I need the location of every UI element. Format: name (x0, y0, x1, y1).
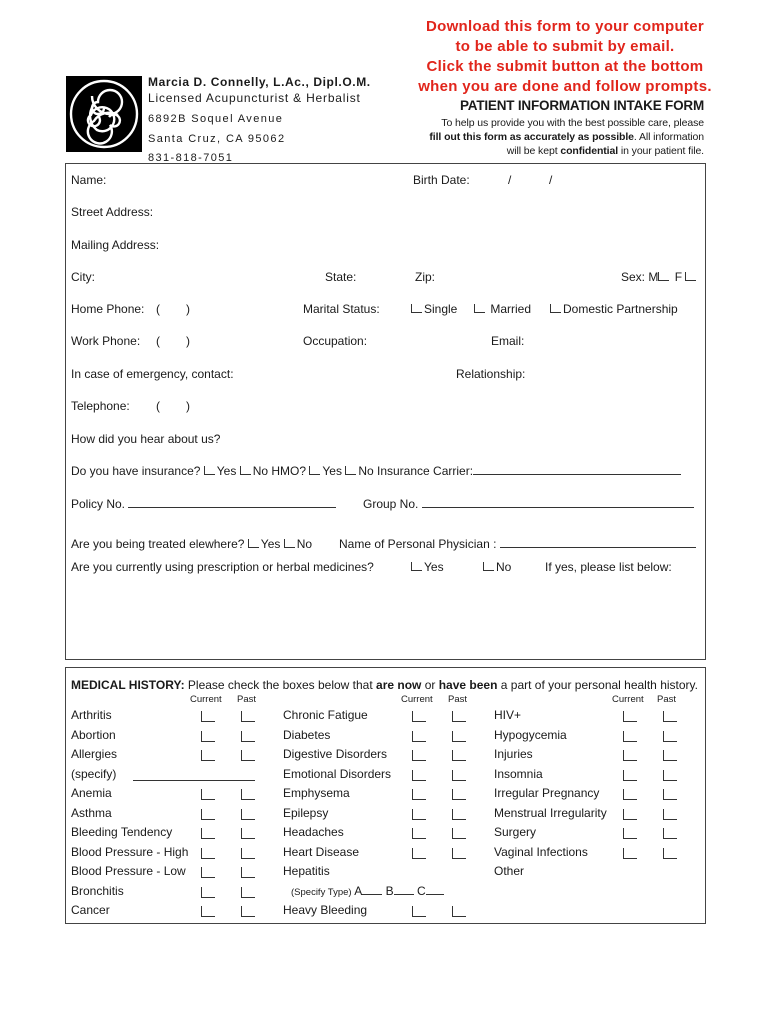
hepatitis-a-label: A (354, 884, 363, 898)
condition-label: Menstrual Irregularity (494, 805, 607, 820)
medicines-no[interactable] (483, 560, 511, 574)
current-checkbox[interactable] (412, 828, 426, 839)
past-checkbox[interactable] (241, 750, 255, 761)
past-checkbox[interactable] (241, 906, 255, 917)
current-checkbox[interactable] (201, 789, 215, 800)
current-checkbox[interactable] (201, 750, 215, 761)
telephone-label: Telephone: (71, 399, 130, 413)
policy-label (71, 497, 336, 511)
practitioner-title: Licensed Acupuncturist & Herbalist (148, 91, 361, 105)
insurance-no-checkbox[interactable] (240, 466, 251, 475)
hmo-yes-checkbox[interactable] (309, 466, 320, 475)
condition-label: Cancer (71, 903, 110, 917)
condition-label: Other (494, 864, 525, 878)
city-address: Santa Cruz, CA 95062 (148, 133, 286, 145)
sex-f-label: F (674, 270, 683, 284)
yes-label: Yes (260, 537, 281, 551)
past-checkbox[interactable] (452, 731, 466, 742)
sex-m-checkbox[interactable] (658, 272, 669, 281)
current-checkbox[interactable] (623, 848, 637, 859)
relationship-label: Relationship: (456, 367, 526, 381)
area-code-open: ( (156, 399, 160, 413)
no-label: No (296, 537, 313, 551)
condition-label: Allergies (71, 747, 118, 761)
medicines-no-checkbox[interactable] (483, 562, 494, 571)
condition-label: HIV+ (494, 708, 522, 722)
condition-label: Arthritis (71, 708, 112, 722)
condition-label: Headaches (283, 825, 344, 839)
group-label (363, 497, 694, 511)
home-phone-label: Home Phone: (71, 302, 145, 316)
condition-label: Irregular Pregnancy (494, 786, 600, 800)
past-checkbox[interactable] (663, 809, 677, 820)
physician-text: Name of Personal Physician : (339, 537, 497, 551)
physician-field[interactable] (500, 537, 696, 548)
past-checkbox[interactable] (241, 809, 255, 820)
condition-label: Diabetes (283, 727, 331, 742)
treated-question: Are you being treated elewhere? (71, 537, 245, 551)
condition-label: Digestive Disorders (283, 747, 388, 761)
carrier-field[interactable] (473, 464, 681, 475)
past-checkbox[interactable] (663, 789, 677, 800)
past-checkbox[interactable] (663, 750, 677, 761)
current-checkbox[interactable] (201, 848, 215, 859)
condition-label: Emphysema (283, 786, 350, 800)
medicines-list-label: If yes, please list below: (545, 560, 672, 574)
past-header: Past (657, 694, 677, 705)
past-checkbox[interactable] (241, 867, 255, 878)
insurance-yes-checkbox[interactable] (204, 466, 215, 475)
past-checkbox[interactable] (452, 906, 466, 917)
past-checkbox[interactable] (663, 828, 677, 839)
past-checkbox[interactable] (452, 770, 466, 781)
past-checkbox[interactable] (452, 828, 466, 839)
current-checkbox[interactable] (623, 750, 637, 761)
current-checkbox[interactable] (201, 867, 215, 878)
past-checkbox[interactable] (663, 770, 677, 781)
area-code-close: ) (186, 302, 190, 316)
current-checkbox[interactable] (412, 789, 426, 800)
hepatitis-b-field[interactable] (394, 884, 414, 895)
past-checkbox[interactable] (663, 711, 677, 722)
current-header: Current (401, 694, 433, 705)
past-checkbox[interactable] (241, 731, 255, 742)
sex-label: Sex: (621, 270, 646, 284)
medicines-yes[interactable] (411, 560, 444, 574)
treated-yes-checkbox[interactable] (248, 539, 259, 548)
condition-label: Blood Pressure - High (71, 844, 189, 859)
medicines-yes-checkbox[interactable] (411, 562, 422, 571)
condition-label: Emotional Disorders (283, 766, 392, 781)
married-checkbox[interactable] (474, 304, 485, 313)
hepatitis-b-label: B (385, 884, 394, 898)
current-checkbox[interactable] (201, 809, 215, 820)
current-checkbox[interactable] (201, 906, 215, 917)
allergies-specify-field[interactable] (133, 769, 255, 781)
condition-label: Bronchitis (71, 883, 124, 898)
current-checkbox[interactable] (412, 770, 426, 781)
condition-label: Bleeding Tendency (71, 825, 173, 839)
submit-notice: Download this form to your computer to be able to submit by email. Click the submit button at the bottom when you are done and follow prompts. (418, 18, 712, 95)
current-checkbox[interactable] (201, 711, 215, 722)
current-checkbox[interactable] (412, 906, 426, 917)
condition-label: Abortion (71, 727, 116, 742)
hepatitis-c-field[interactable] (426, 884, 444, 895)
past-checkbox[interactable] (663, 731, 677, 742)
treated-no-checkbox[interactable] (284, 539, 295, 548)
current-checkbox[interactable] (623, 731, 637, 742)
hepatitis-a-field[interactable] (362, 884, 382, 895)
area-code-open: ( (156, 302, 160, 316)
yes-label: Yes (216, 464, 237, 478)
hmo-label: HMO? (271, 464, 307, 478)
condition-label: Chronic Fatigue (283, 708, 368, 722)
condition-label: Injuries (494, 747, 533, 761)
condition-label: Anemia (71, 786, 112, 800)
single-checkbox[interactable] (411, 304, 422, 313)
emergency-contact-label: In case of emergency, contact: (71, 367, 234, 381)
hmo-no-checkbox[interactable] (345, 466, 356, 475)
name-label: Name: (71, 173, 107, 187)
marital-married[interactable] (474, 302, 531, 316)
current-checkbox[interactable] (623, 789, 637, 800)
past-checkbox[interactable] (452, 789, 466, 800)
group-field[interactable] (422, 497, 694, 508)
physician-label (339, 537, 696, 551)
group-text: Group No. (363, 497, 419, 511)
past-header: Past (237, 694, 257, 705)
medicines-question: Are you currently using prescription or herbal medicines? (71, 560, 374, 574)
past-checkbox[interactable] (241, 711, 255, 722)
condition-label: Hypogycemia (494, 727, 567, 742)
no-label: No (252, 464, 269, 478)
area-code-close: ) (186, 399, 190, 413)
birth-date-label: Birth Date: (413, 173, 470, 187)
practitioner-name: Marcia D. Connelly, L.Ac., Dipl.O.M. (148, 75, 371, 89)
current-checkbox[interactable] (412, 731, 426, 742)
current-checkbox[interactable] (201, 887, 215, 898)
form-title: PATIENT INFORMATION INTAKE FORM (459, 98, 704, 113)
email-label: Email: (491, 334, 525, 348)
condition-label: Insomnia (494, 766, 543, 781)
condition-label: (specify) (71, 766, 117, 781)
past-checkbox[interactable] (452, 750, 466, 761)
marital-single[interactable] (411, 302, 457, 316)
zip-label: Zip: (415, 270, 436, 284)
hepatitis-c-label: C (416, 884, 426, 898)
mailing-address-label: Mailing Address: (71, 238, 160, 252)
past-checkbox[interactable] (241, 789, 255, 800)
work-phone-label: Work Phone: (71, 334, 141, 348)
sex-f-checkbox[interactable] (685, 272, 696, 281)
area-code-open: ( (156, 334, 160, 348)
current-header: Current (190, 694, 222, 705)
condition-label: Blood Pressure - Low (71, 864, 186, 878)
marital-status-label: Marital Status: (303, 302, 380, 316)
insurance-row (71, 464, 681, 478)
city-label: City: (71, 270, 95, 284)
current-checkbox[interactable] (623, 809, 637, 820)
current-checkbox[interactable] (412, 848, 426, 859)
condition-label: Heavy Bleeding (283, 903, 368, 917)
referral-label: How did you hear about us? (71, 432, 221, 446)
hepatitis-type-row (291, 884, 444, 898)
domestic-checkbox[interactable] (550, 304, 561, 313)
triskelion-logo (66, 76, 142, 152)
no-label: No (358, 464, 374, 478)
sex-field[interactable] (621, 270, 698, 284)
past-checkbox[interactable] (241, 887, 255, 898)
current-checkbox[interactable] (201, 828, 215, 839)
yes-label: Yes (322, 464, 342, 478)
domestic-label: Domestic Partnership (563, 302, 678, 316)
no-label: No (496, 560, 512, 574)
area-code-close: ) (186, 334, 190, 348)
current-checkbox[interactable] (623, 770, 637, 781)
past-checkbox[interactable] (452, 809, 466, 820)
occupation-label: Occupation: (303, 334, 368, 348)
form-intro: To help us provide you with the best possible care, please fill out this form as accurately as possible. All information will be kept confidential in your patient file. (429, 117, 704, 157)
condition-label: Hepatitis (283, 864, 330, 878)
patient-info-section (65, 163, 706, 660)
treated-row (71, 537, 312, 551)
sex-m-label: M (648, 270, 659, 284)
date-separator: / (549, 173, 553, 187)
policy-text: Policy No. (71, 497, 126, 511)
married-label: Married (490, 302, 532, 316)
past-checkbox[interactable] (452, 848, 466, 859)
past-checkbox[interactable] (241, 848, 255, 859)
insurance-question: Do you have insurance? (71, 464, 201, 478)
condition-label: Asthma (71, 805, 112, 820)
current-checkbox[interactable] (412, 809, 426, 820)
street-address: 6892B Soquel Avenue (148, 113, 284, 125)
condition-label: Heart Disease (283, 844, 360, 859)
past-checkbox[interactable] (241, 828, 255, 839)
past-checkbox[interactable] (663, 848, 677, 859)
past-checkbox[interactable] (452, 711, 466, 722)
medical-history-heading: MEDICAL HISTORY: Please check the boxes below that are now or have been a part of your personal health history. (71, 678, 698, 692)
past-header: Past (448, 694, 468, 705)
practice-phone: 831-818-7051 (148, 152, 234, 164)
carrier-label: Insurance Carrier: (377, 464, 474, 478)
single-label: Single (424, 302, 458, 316)
street-address-label: Street Address: (71, 205, 154, 219)
current-header: Current (612, 694, 644, 705)
state-label: State: (325, 270, 357, 284)
policy-field[interactable] (128, 497, 336, 508)
yes-label: Yes (424, 560, 444, 574)
current-checkbox[interactable] (623, 828, 637, 839)
current-checkbox[interactable] (201, 731, 215, 742)
condition-label: Epilepsy (283, 805, 329, 820)
marital-domestic[interactable] (550, 302, 678, 316)
current-checkbox[interactable] (412, 750, 426, 761)
specify-type-label: (Specify Type) (291, 887, 352, 898)
current-checkbox[interactable] (623, 711, 637, 722)
condition-label: Vaginal Infections (494, 844, 588, 859)
date-separator: / (508, 173, 512, 187)
current-checkbox[interactable] (412, 711, 426, 722)
condition-label: Surgery (494, 825, 537, 839)
